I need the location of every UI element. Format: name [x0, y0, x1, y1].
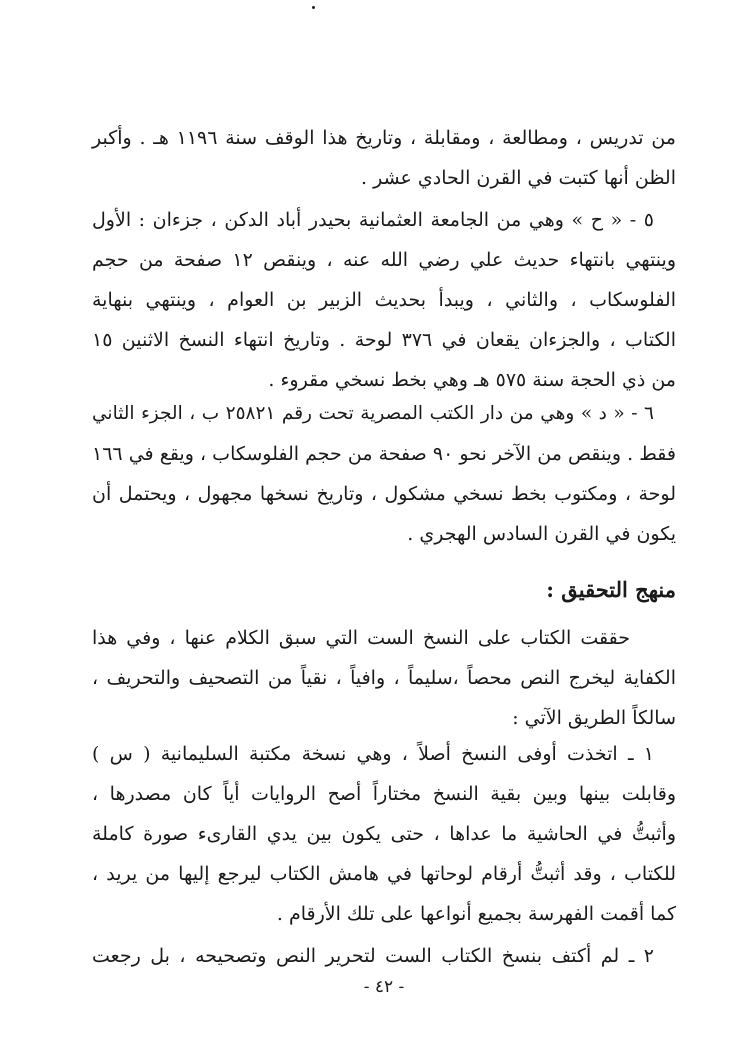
text-line: الفلوسكاب ، والثاني ، ويبدأ بحديث الزبير بن العوام ، وينتهي بنهاية: [92, 289, 676, 311]
text-line: حققت الكتاب على النسخ الست التي سبق الكلام عنها ، وفي هذا: [92, 627, 630, 649]
text-line: الكفاية ليخرج النص محصاً ،سليماً ، وافياً ، نقياً من التصحيف والتحريف ،: [92, 667, 676, 689]
book-page: [92, 0, 676, 1063]
text-line: فقط . وينقص من الآخر نحو ٩٠ صفحة من حجم الفلوسكاب ، ويقع في ١٦٦: [92, 443, 676, 465]
text-line: الكتاب ، والجزءان يقعان في ٣٧٦ لوحة . وتاريخ انتهاء النسخ الاثنين ١٥: [92, 329, 676, 351]
text-line: للكتاب ، وقد أثبتُّ أرقام لوحاتها في هامش الكتاب ليرجع إليها من يريد ،: [92, 863, 676, 885]
text-line: ٥ - « ح » وهي من الجامعة العثمانية بحيدر أباد الدكن ، جزءان : الأول: [92, 209, 654, 231]
text-line: سالكاً الطريق الآتي :: [512, 707, 676, 729]
text-line: ٦ - « د » وهي من دار الكتب المصرية تحت رقم ٢٥٨٢١ ب ، الجزء الثاني: [92, 403, 654, 424]
section-heading: منهج التحقيق :: [546, 577, 676, 602]
ornament-dot: [312, 6, 315, 9]
text-line: يكون في القرن السادس الهجري .: [407, 523, 676, 545]
text-line: وقابلت بينها وبين بقية النسخ مختاراً أصح الروايات أياً كان مصدرها ،: [92, 783, 676, 805]
page-number: - ٤٢ -: [363, 977, 405, 997]
paragraph-method-step-1: [92, 734, 676, 934]
paragraph-manuscript-d: [92, 394, 676, 554]
text-line: كما أقمت الفهرسة بجميع أنواعها على تلك الأرقام .: [276, 903, 676, 925]
paragraph-manuscript-date: [92, 118, 676, 198]
paragraph-method-intro: [92, 618, 676, 738]
text-line: لوحة ، ومكتوب بخط نسخي مشكول ، وتاريخ نسخها مجهول ، ويحتمل أن: [92, 483, 676, 505]
text-line: ٢ ـ لم أكتف بنسخ الكتاب الست لتحرير النص وتصحيحه ، بل رجعت: [92, 945, 654, 967]
text-line: ١ ـ اتخذت أوفى النسخ أصلاً ، وهي نسخة مكتبة السليمانية ( س ): [92, 743, 654, 765]
text-line: الظن أنها كتبت في القرن الحادي عشر .: [361, 167, 676, 189]
text-line: وينتهي بانتهاء حديث علي رضي الله عنه ، وينقص ١٢ صفحة من حجم: [92, 249, 676, 271]
paragraph-manuscript-h: [92, 200, 676, 400]
text-line: وأثبتُّ في الحاشية ما عداها ، حتى يكون بين يدي القارىء صورة كاملة: [92, 823, 676, 845]
text-line: من ذي الحجة سنة ٥٧٥ هـ وهي بخط نسخي مقروء .: [268, 369, 676, 391]
text-line: من تدريس ، ومطالعة ، ومقابلة ، وتاريخ هذا الوقف سنة ١١٩٦ هـ . وأكبر: [92, 127, 676, 149]
paragraph-method-step-2: [92, 936, 676, 976]
